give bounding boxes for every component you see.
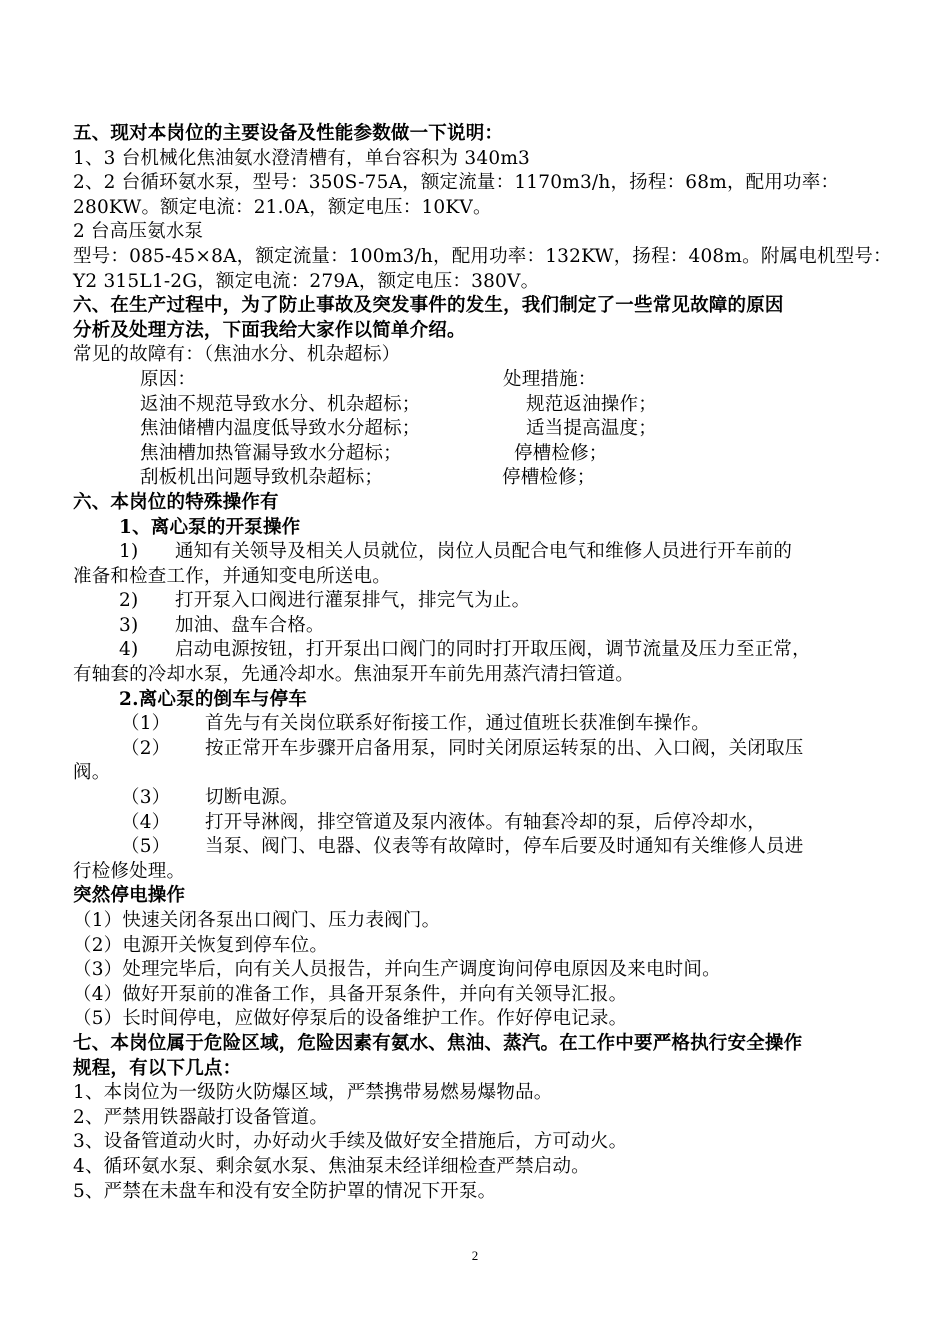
- safety-rule: 1、本岗位为一级防火防爆区域，严禁携带易燃易爆物品。: [73, 1082, 553, 1104]
- fault-measure: 适当提高温度；: [526, 418, 657, 440]
- step-number: 1): [119, 541, 139, 563]
- step-text: 切断电源。: [205, 787, 299, 809]
- fault-row: [73, 393, 908, 418]
- fault-row: [73, 417, 908, 442]
- step-item: [73, 614, 908, 639]
- step-continuation: 阀。: [73, 762, 111, 784]
- power-outage-item: （1）快速关闭各泵出口阀门、压力表阀门。: [73, 910, 441, 931]
- equipment-line-2a: 2、2 台循环氨水泵，型号：350S-75A，额定流量：1170m3/h，扬程：68m，配用功率：: [73, 172, 840, 194]
- power-outage-item: （5）长时间停电，应做好停泵后的设备维护工作。作好停电记录。: [73, 1008, 628, 1030]
- fault-cause: 焦油槽加热管漏导致水分超标；: [140, 442, 402, 464]
- document-page: [73, 122, 908, 1204]
- special-ops-heading: 六、本岗位的特殊操作有: [73, 491, 279, 513]
- measure-column-header: 处理措施：: [503, 368, 597, 390]
- fault-cause: 刮板机出问题导致机杂超标；: [140, 467, 384, 489]
- power-outage-heading: 突然停电操作: [73, 885, 186, 907]
- step-number: 3): [119, 614, 139, 636]
- step-text: 通知有关领导及相关人员就位，岗位人员配合电气和维修人员进行开车前的: [175, 541, 793, 563]
- step-continuation: 准备和检查工作，并通知变电所送电。: [73, 565, 391, 587]
- equipment-line-4a: 型号：085-45×8A，额定流量：100m3/h，配用功率：132KW，扬程：408m。附属电机型号：: [73, 245, 892, 267]
- fault-cause: 焦油储槽内温度低导致水分超标；: [140, 418, 421, 440]
- section-6-heading-b: 分析及处理方法，下面我给大家作以简单介绍。: [73, 319, 466, 341]
- step-number: （4）: [121, 811, 171, 833]
- section-7-heading-b: 规程，有以下几点：: [73, 1057, 242, 1079]
- fault-table-header: [73, 368, 908, 393]
- pump-switch-subheading: 2.离心泵的倒车与停车: [119, 688, 308, 710]
- step-continuation: 有轴套的冷却水泵，先通冷却水。焦油泵开车前先用蒸汽清扫管道。: [73, 664, 635, 686]
- step-number: 4): [119, 639, 139, 661]
- step-continuation: 行检修处理。: [73, 860, 186, 882]
- section-5-heading: 五、现对本岗位的主要设备及性能参数做一下说明：: [73, 123, 504, 144]
- step-text: 打开泵入口阀进行灌泵排气，排完气为止。: [175, 590, 531, 612]
- safety-rule: 3、设备管道动火时，办好动火手续及做好安全措施后，方可动火。: [73, 1131, 628, 1153]
- step-number: 2): [119, 590, 139, 612]
- step-item: [73, 638, 908, 663]
- step-text: 按正常开车步骤开启备用泵，同时关闭原运转泵的出、入口阀，关闭取压: [205, 737, 804, 759]
- step-text: 打开导淋阀，排空管道及泵内液体。有轴套冷却的泵，后停冷却水，: [205, 811, 767, 833]
- fault-cause: 返油不规范导致水分、机杂超标；: [140, 393, 421, 415]
- pump-start-subheading: 1、离心泵的开泵操作: [119, 516, 301, 538]
- equipment-line-2b: 280KW。额定电流：21.0A，额定电压：10KV。: [73, 196, 492, 218]
- step-item: [73, 811, 908, 836]
- step-item: [73, 835, 908, 860]
- step-item: [73, 589, 908, 614]
- step-number: （1）: [121, 713, 171, 735]
- equipment-line-4b: Y2 315L1-2G，额定电流：279A，额定电压：380V。: [73, 270, 540, 292]
- step-number: （2）: [121, 737, 171, 759]
- step-text: 启动电源按钮，打开泵出口阀门的同时打开取压阀，调节流量及压力至正常，: [175, 639, 811, 661]
- equipment-line-1: 1、3 台机械化焦油氨水澄清槽有，单台容积为 340m3: [73, 147, 531, 169]
- step-number: （3）: [121, 787, 171, 809]
- section-7-heading-a: 七、本岗位属于危险区域，危险因素有氨水、焦油、蒸汽。在工作中要严格执行安全操作: [73, 1032, 803, 1054]
- power-outage-item: （4）做好开泵前的准备工作，具备开泵条件，并向有关领导汇报。: [73, 983, 628, 1005]
- cause-column-header: 原因：: [140, 368, 197, 390]
- section-6-heading-a: 六、在生产过程中，为了防止事故及突发事件的发生，我们制定了一些常见故障的原因: [73, 295, 784, 317]
- fault-intro: 常见的故障有：（焦油水分、机杂超标）: [73, 344, 401, 366]
- step-text: 加油、盘车合格。: [175, 614, 325, 636]
- step-item: [73, 712, 908, 737]
- fault-measure: 停槽检修；: [514, 442, 608, 464]
- equipment-line-3: 2 台高压氨水泵: [73, 221, 204, 243]
- step-item: [73, 540, 908, 565]
- step-number: （5）: [121, 836, 171, 858]
- fault-row: [73, 442, 908, 467]
- page-number: 2: [471, 1248, 479, 1263]
- step-text: 当泵、阀门、电器、仪表等有故障时，停车后要及时通知有关维修人员进: [205, 836, 804, 858]
- power-outage-item: （2）电源开关恢复到停车位。: [73, 934, 329, 956]
- fault-measure: 停槽检修；: [502, 467, 596, 489]
- fault-row: [73, 466, 908, 491]
- safety-rule: 2、严禁用铁器敲打设备管道。: [73, 1106, 329, 1128]
- safety-rule: 4、循环氨水泵、剩余氨水泵、焦油泵未经详细检查严禁启动。: [73, 1155, 590, 1177]
- step-item: [73, 737, 908, 762]
- step-text: 首先与有关岗位联系好衔接工作，通过值班长获准倒车操作。: [205, 713, 710, 735]
- step-item: [73, 786, 908, 811]
- safety-rule: 5、严禁在未盘车和没有安全防护罩的情况下开泵。: [73, 1180, 497, 1202]
- fault-measure: 规范返油操作；: [526, 393, 657, 415]
- power-outage-item: （3）处理完毕后，向有关人员报告，并向生产调度询问停电原因及来电时间。: [73, 959, 721, 981]
